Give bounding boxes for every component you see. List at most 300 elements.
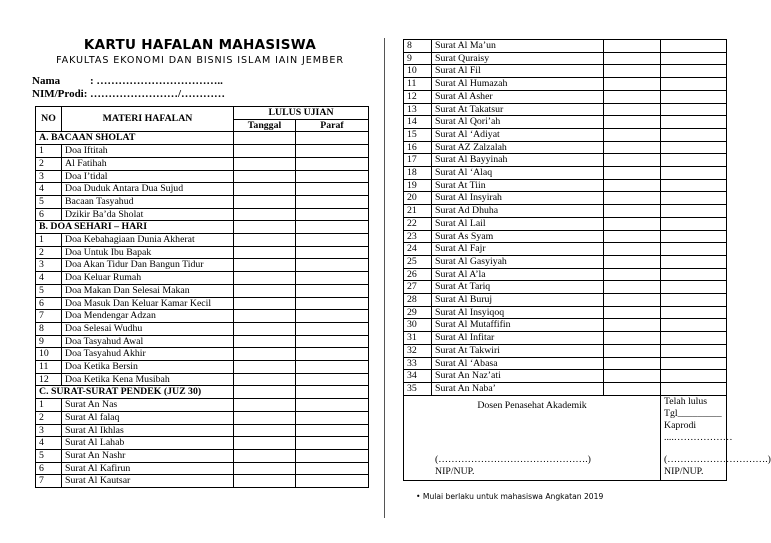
paraf-cell[interactable] [661,319,727,332]
tanggal-cell[interactable] [234,234,296,247]
item-materi: Al Fatihah [62,157,234,170]
paraf-cell[interactable] [296,373,369,386]
paraf-cell[interactable] [296,132,369,145]
paraf-cell[interactable] [661,281,727,294]
section-header-row [36,132,369,145]
item-materi: Surat At Takwiri [432,344,604,357]
item-number: 8 [404,40,432,53]
item-materi: Surat Al A’la [432,268,604,281]
table-row [404,90,727,103]
tanggal-cell[interactable] [234,284,296,297]
tanggal-cell[interactable] [604,357,661,370]
item-number: 12 [36,373,62,386]
item-number: 9 [404,52,432,65]
item-materi: Surat Al Insyiqoq [432,306,604,319]
item-number: 34 [404,370,432,383]
table-row [404,192,727,205]
table-row [404,357,727,370]
table-row [404,370,727,383]
table-row [36,449,369,462]
tanggal-cell[interactable] [604,344,661,357]
item-materi: Doa I’tidal [62,170,234,183]
paraf-cell[interactable] [296,246,369,259]
tanggal-cell[interactable] [234,462,296,475]
item-number: 22 [404,217,432,230]
table-row [36,145,369,158]
name-label: Nama [32,75,61,87]
item-number: 26 [404,268,432,281]
table-row [404,179,727,192]
tanggal-cell[interactable] [234,335,296,348]
item-materi: Surat Al Kautsar [62,475,234,488]
item-materi: Doa Tasyahud Akhir [62,348,234,361]
item-number: 6 [36,208,62,221]
paraf-cell[interactable] [661,243,727,256]
item-materi: Surat Al Fajr [432,243,604,256]
item-materi: Surat Al Lahab [62,437,234,450]
item-materi: Doa Makan Dan Selesai Makan [62,284,234,297]
item-materi: Surat Al Humazah [432,78,604,91]
kaprodi-signature-line: (………………………….) [664,453,771,465]
table-row [404,205,727,218]
item-number: 10 [404,65,432,78]
item-materi: Surat Al Kafirun [62,462,234,475]
item-number: 20 [404,192,432,205]
faculty-subtitle: FAKULTAS EKONOMI DAN BISNIS ISLAM IAIN JEMBER [56,55,344,66]
table-row [36,259,369,272]
tanggal-cell[interactable] [234,411,296,424]
item-number: 5 [36,195,62,208]
paraf-cell[interactable] [661,65,727,78]
paraf-cell[interactable] [661,128,727,141]
section-title: A. BACAAN SHOLAT [36,132,234,145]
item-number: 27 [404,281,432,294]
tanggal-cell[interactable] [604,243,661,256]
kaprodi-signature-cell [661,395,771,480]
table-row [36,424,369,437]
paraf-cell[interactable] [661,205,727,218]
paraf-cell[interactable] [296,297,369,310]
item-number: 7 [36,475,62,488]
item-materi: Surat Al Buruj [432,294,604,307]
nim-label: NIM/Prodi: [32,88,88,100]
table-row [404,255,727,268]
paraf-cell[interactable] [296,284,369,297]
tanggal-cell[interactable] [604,116,661,129]
item-materi: Doa Untuk Ibu Bapak [62,246,234,259]
paraf-cell[interactable] [296,386,369,399]
paraf-cell[interactable] [296,335,369,348]
item-number: 24 [404,243,432,256]
table-row [404,116,727,129]
table-row [36,411,369,424]
table-row [404,281,727,294]
tanggal-cell[interactable] [234,437,296,450]
item-number: 16 [404,141,432,154]
paraf-cell[interactable] [296,272,369,285]
col-header-no: NO [36,107,62,132]
item-materi: Doa Masuk Dan Keluar Kamar Kecil [62,297,234,310]
item-number: 1 [36,399,62,412]
item-number: 7 [36,310,62,323]
item-number: 2 [36,411,62,424]
item-materi: Surat Al falaq [62,411,234,424]
table-row [404,154,727,167]
table-row [36,195,369,208]
paraf-cell[interactable] [296,259,369,272]
item-materi: Surat Al ‘Adiyat [432,128,604,141]
paraf-cell[interactable] [661,382,727,395]
advisor-title: Dosen Penasehat Akademik [477,399,587,411]
tanggal-cell[interactable] [234,195,296,208]
tanggal-cell[interactable] [234,310,296,323]
paraf-cell[interactable] [296,157,369,170]
paraf-cell[interactable] [296,322,369,335]
tanggal-cell[interactable] [604,154,661,167]
table-row [404,319,727,332]
passed-date-line: Telah lulus Tgl_________ [664,395,722,419]
paraf-cell[interactable] [296,462,369,475]
table-row [404,167,727,180]
item-number: 5 [36,449,62,462]
table-row [404,65,727,78]
table-row [36,272,369,285]
paraf-cell[interactable] [296,195,369,208]
item-materi: Surat Al Asher [432,90,604,103]
tanggal-cell[interactable] [604,205,661,218]
table-row [36,348,369,361]
table-row [36,399,369,412]
item-materi: Doa Ketika Kena Musibah [62,373,234,386]
item-materi: Doa Keluar Rumah [62,272,234,285]
tanggal-cell[interactable] [604,281,661,294]
table-row [36,373,369,386]
tanggal-cell[interactable] [234,348,296,361]
item-number: 6 [36,462,62,475]
item-number: 1 [36,145,62,158]
name-field [32,75,223,87]
nim-field [32,88,225,100]
advisor-signature-cell [404,395,661,480]
item-materi: Surat Al Gasyiyah [432,255,604,268]
item-materi: Surat Quraisy [432,52,604,65]
item-number: 4 [36,272,62,285]
item-materi: Doa Kebahagiaan Dunia Akherat [62,234,234,247]
table-row [36,475,369,488]
page-divider [384,38,385,518]
table-row [36,208,369,221]
tanggal-cell[interactable] [234,399,296,412]
paraf-cell[interactable] [296,399,369,412]
paraf-cell[interactable] [296,145,369,158]
validity-footnote: • Mulai berlaku untuk mahasiswa Angkatan 2019 [416,492,604,501]
paraf-cell[interactable] [661,154,727,167]
tanggal-cell[interactable] [234,132,296,145]
item-number: 9 [36,335,62,348]
item-materi: Dzikir Ba’da Sholat [62,208,234,221]
table-row [36,361,369,374]
item-materi: Doa Akan Tidur Dan Bangun Tidur [62,259,234,272]
item-number: 33 [404,357,432,370]
tanggal-cell[interactable] [234,424,296,437]
paraf-cell[interactable] [296,475,369,488]
paraf-cell[interactable] [296,170,369,183]
table-row [36,246,369,259]
paraf-cell[interactable] [661,344,727,357]
tanggal-cell[interactable] [604,78,661,91]
table-row [36,335,369,348]
paraf-cell[interactable] [661,255,727,268]
item-number: 23 [404,230,432,243]
tanggal-cell[interactable] [604,128,661,141]
tanggal-cell[interactable] [604,167,661,180]
kaprodi-line: Kaprodi ....……………… [664,419,733,443]
item-materi: Surat Al Ma’un [432,40,604,53]
paraf-cell[interactable] [661,268,727,281]
item-number: 35 [404,382,432,395]
section-header-row [36,221,369,234]
paraf-cell[interactable] [661,52,727,65]
right-hafalan-table [403,39,771,481]
paraf-cell[interactable] [661,90,727,103]
item-number: 4 [36,183,62,196]
item-number: 3 [36,170,62,183]
left-table-body [36,132,369,488]
table-row [404,103,727,116]
table-row [36,322,369,335]
item-number: 28 [404,294,432,307]
tanggal-cell[interactable] [234,272,296,285]
item-materi: Doa Mendengar Adzan [62,310,234,323]
item-materi: Surat As Syam [432,230,604,243]
item-number: 18 [404,167,432,180]
item-number: 6 [36,297,62,310]
item-materi: Surat At Takatsur [432,103,604,116]
tanggal-cell[interactable] [234,386,296,399]
paraf-cell[interactable] [296,208,369,221]
col-header-lulus: LULUS UJIAN [234,107,369,120]
paraf-cell[interactable] [296,183,369,196]
paraf-cell[interactable] [661,294,727,307]
item-number: 25 [404,255,432,268]
item-materi: Surat Al Infitar [432,332,604,345]
item-number: 29 [404,306,432,319]
section-header-row [36,386,369,399]
col-header-materi: MATERI HAFALAN [62,107,234,132]
table-row [404,344,727,357]
item-materi: Surat An Naba’ [432,382,604,395]
tanggal-cell[interactable] [604,370,661,383]
item-number: 2 [36,157,62,170]
left-hafalan-table [35,106,369,488]
item-materi: Surat Al Mutaffifin [432,319,604,332]
item-number: 3 [36,259,62,272]
item-number: 2 [36,246,62,259]
item-number: 19 [404,179,432,192]
tanggal-cell[interactable] [234,475,296,488]
item-materi: Doa Selesai Wudhu [62,322,234,335]
item-materi: Surat An Nas [62,399,234,412]
item-number: 31 [404,332,432,345]
paraf-cell[interactable] [661,179,727,192]
table-row [404,78,727,91]
paraf-cell[interactable] [661,40,727,53]
item-number: 1 [36,234,62,247]
paraf-cell[interactable] [296,411,369,424]
tanggal-cell[interactable] [604,103,661,116]
table-row [404,268,727,281]
paraf-cell[interactable] [661,192,727,205]
tanggal-cell[interactable] [604,255,661,268]
item-materi: Bacaan Tasyahud [62,195,234,208]
tanggal-cell[interactable] [604,230,661,243]
item-number: 11 [36,361,62,374]
nim-value: ……………………/………… [90,88,226,100]
item-materi: Doa Iftitah [62,145,234,158]
tanggal-cell[interactable] [604,217,661,230]
table-row [36,183,369,196]
table-row [36,462,369,475]
tanggal-cell[interactable] [234,373,296,386]
tanggal-cell[interactable] [604,179,661,192]
item-number: 13 [404,103,432,116]
tanggal-cell[interactable] [604,141,661,154]
paraf-cell[interactable] [661,217,727,230]
col-header-paraf: Paraf [296,119,369,132]
tanggal-cell[interactable] [604,65,661,78]
paraf-cell[interactable] [296,449,369,462]
item-number: 32 [404,344,432,357]
tanggal-cell[interactable] [234,449,296,462]
table-row [404,243,727,256]
paraf-cell[interactable] [296,221,369,234]
paraf-cell[interactable] [661,357,727,370]
paraf-cell[interactable] [296,310,369,323]
item-materi: Surat Al Bayyinah [432,154,604,167]
tanggal-cell[interactable] [234,208,296,221]
item-materi: Surat AZ Zalzalah [432,141,604,154]
tanggal-cell[interactable] [604,332,661,345]
tanggal-cell[interactable] [604,319,661,332]
item-number: 8 [36,322,62,335]
tanggal-cell[interactable] [604,40,661,53]
paraf-cell[interactable] [296,348,369,361]
table-row [36,297,369,310]
paraf-cell[interactable] [296,361,369,374]
tanggal-cell[interactable] [234,297,296,310]
tanggal-cell[interactable] [604,306,661,319]
table-row [404,230,727,243]
tanggal-cell[interactable] [234,246,296,259]
paraf-cell[interactable] [661,332,727,345]
item-number: 21 [404,205,432,218]
advisor-signature-line: (……………………………………….) [435,453,591,465]
paraf-cell[interactable] [661,306,727,319]
table-row [36,284,369,297]
item-materi: Surat Al ‘Alaq [432,167,604,180]
name-value: : …………………………….. [90,75,223,87]
paraf-cell[interactable] [661,116,727,129]
table-row [404,382,727,395]
item-materi: Doa Ketika Bersin [62,361,234,374]
paraf-cell[interactable] [661,230,727,243]
item-number: 14 [404,116,432,129]
col-header-tanggal: Tanggal [234,119,296,132]
item-materi: Doa Duduk Antara Dua Sujud [62,183,234,196]
item-materi: Doa Tasyahud Awal [62,335,234,348]
item-materi: Surat At Tiin [432,179,604,192]
table-row [36,170,369,183]
tanggal-cell[interactable] [234,157,296,170]
paraf-cell[interactable] [661,103,727,116]
item-materi: Surat At Tariq [432,281,604,294]
item-materi: Surat Al Lail [432,217,604,230]
item-materi: Surat Al ‘Abasa [432,357,604,370]
table-row [36,157,369,170]
table-row [404,40,727,53]
table-row [404,306,727,319]
item-materi: Surat Al Fil [432,65,604,78]
tanggal-cell[interactable] [604,382,661,395]
paraf-cell[interactable] [661,167,727,180]
card-title: KARTU HAFALAN MAHASISWA [83,37,317,53]
section-title: C. SURAT-SURAT PENDEK (JUZ 30) [36,386,234,399]
table-row [404,52,727,65]
item-number: 4 [36,437,62,450]
tanggal-cell[interactable] [234,170,296,183]
paraf-cell[interactable] [296,234,369,247]
item-number: 17 [404,154,432,167]
paraf-cell[interactable] [296,424,369,437]
item-number: 3 [36,424,62,437]
kaprodi-nip: NIP/NUP. [664,465,704,477]
table-row [404,217,727,230]
tanggal-cell[interactable] [234,145,296,158]
tanggal-cell[interactable] [234,183,296,196]
signature-row [404,395,727,480]
item-number: 12 [404,90,432,103]
section-title: B. DOA SEHARI – HARI [36,221,234,234]
tanggal-cell[interactable] [234,259,296,272]
tanggal-cell[interactable] [604,268,661,281]
tanggal-cell[interactable] [604,90,661,103]
item-materi: Surat Al Insyirah [432,192,604,205]
item-materi: Surat An Naz’ati [432,370,604,383]
tanggal-cell[interactable] [234,221,296,234]
item-number: 30 [404,319,432,332]
paraf-cell[interactable] [661,370,727,383]
tanggal-cell[interactable] [234,322,296,335]
tanggal-cell[interactable] [604,192,661,205]
advisor-nip: NIP/NUP. [435,465,475,477]
item-materi: Surat Al Ikhlas [62,424,234,437]
paraf-cell[interactable] [661,78,727,91]
table-row [404,294,727,307]
right-table-body [404,40,727,396]
item-number: 10 [36,348,62,361]
item-number: 15 [404,128,432,141]
item-number: 5 [36,284,62,297]
table-row [36,310,369,323]
paraf-cell[interactable] [296,437,369,450]
tanggal-cell[interactable] [234,361,296,374]
item-materi: Surat Ad Dhuha [432,205,604,218]
table-row [404,128,727,141]
paraf-cell[interactable] [661,141,727,154]
tanggal-cell[interactable] [604,294,661,307]
item-number: 11 [404,78,432,91]
tanggal-cell[interactable] [604,52,661,65]
